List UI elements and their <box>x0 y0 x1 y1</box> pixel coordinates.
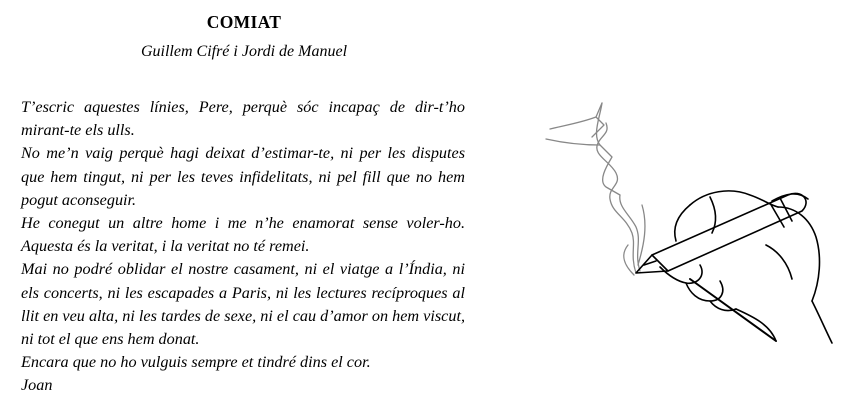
letter-paragraph: Encara que no ho vulguis sempre et tindré dins el cor. <box>21 353 371 372</box>
letter-paragraph: T’escric aquestes línies, Pere, perquè sóc incapaç de dir-t’ho mirant-te els ulls. <box>21 98 465 140</box>
hand-writing-with-fountain-pen-icon <box>540 95 840 345</box>
letter-signature: Joan <box>21 376 53 395</box>
smoke-lines-icon <box>546 103 645 275</box>
letter-paragraph: No me’n vaig perquè hagi deixat d’estimar-te, ni per les disputes que hem tingut, ni per les teves infidelitats, ni pel fill que no hem pogut aconseguir. <box>21 144 465 209</box>
letter-paragraph: He conegut un altre home i me n’he enamorat sense voler-ho. Aquesta és la veritat, i la veritat no té remei. <box>21 214 465 256</box>
letter-body <box>21 96 465 398</box>
authors-line: Guillem Cifré i Jordi de Manuel <box>140 43 348 60</box>
letter-paragraph: Mai no podré oblidar el nostre casament, ni el viatge a l’Índia, ni els concerts, ni les escapades a Paris, ni les lectures recíproques al llit en veu alta, ni les tardes de sexe, ni el cau d’amor on hem viscut, ni tot el que ens hem donat. <box>21 260 465 349</box>
page-title: COMIAT <box>206 12 282 32</box>
